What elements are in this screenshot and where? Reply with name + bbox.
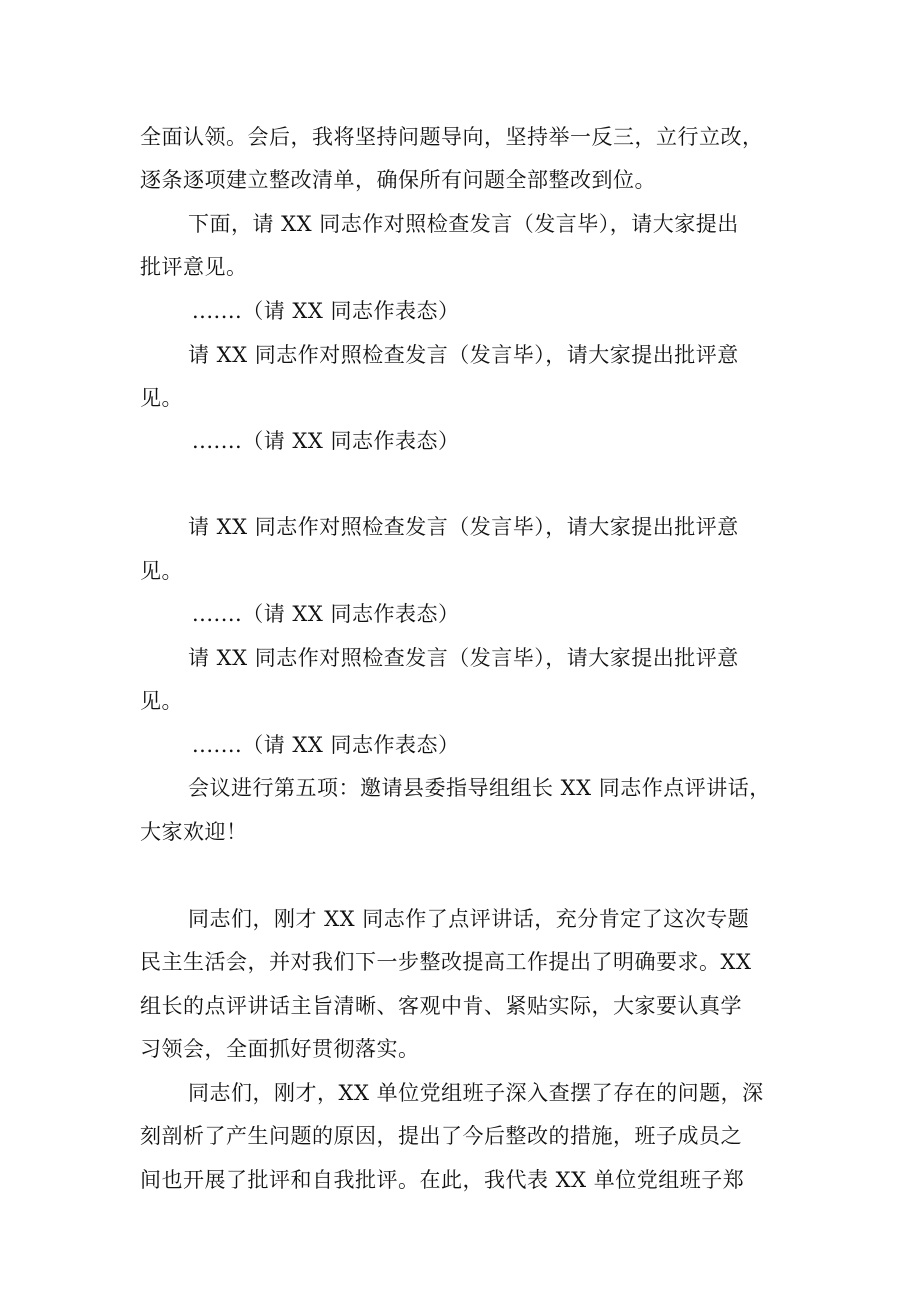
- text-line: 大家欢迎！: [140, 820, 248, 844]
- text-line: 下面，请 XX 同志作对照检查发言（发言毕），请大家提出: [188, 212, 739, 236]
- text-line: 见。: [140, 386, 183, 410]
- text-line: 刻剖析了产生问题的原因，提出了今后整改的措施，班子成员之: [140, 1124, 742, 1148]
- text-line: .......（请 XX 同志作表态）: [192, 602, 460, 626]
- text-line: 同志们，刚才 XX 同志作了点评讲话，充分肯定了这次专题: [188, 907, 750, 931]
- text-line: 批评意见。: [140, 255, 248, 279]
- text-line: 民主生活会，并对我们下一步整改提高工作提出了明确要求。XX: [140, 950, 752, 974]
- text-line: 见。: [140, 559, 183, 583]
- text-line: 间也开展了批评和自我批评。在此，我代表 XX 单位党组班子郑: [140, 1168, 745, 1192]
- text-line: 请 XX 同志作对照检查发言（发言毕），请大家提出批评意: [188, 646, 739, 670]
- text-line: 同志们，刚才，XX 单位党组班子深入查摆了存在的问题，深: [188, 1081, 764, 1105]
- text-line: .......（请 XX 同志作表态）: [192, 429, 460, 453]
- text-line: 习领会，全面抓好贯彻落实。: [140, 1037, 420, 1061]
- text-line: .......（请 XX 同志作表态）: [192, 733, 460, 757]
- text-line: 全面认领。会后，我将坚持问题导向，坚持举一反三，立行立改，: [140, 125, 764, 149]
- text-line: 会议进行第五项：邀请县委指导组组长 XX 同志作点评讲话，: [188, 776, 771, 800]
- text-line: 逐条逐项建立整改清单，确保所有问题全部整改到位。: [140, 168, 656, 192]
- text-line: .......（请 XX 同志作表态）: [192, 299, 460, 323]
- text-line: 请 XX 同志作对照检查发言（发言毕），请大家提出批评意: [188, 515, 739, 539]
- text-line: 组长的点评讲话主旨清晰、客观中肯、紧贴实际，大家要认真学: [140, 994, 742, 1018]
- text-line: 请 XX 同志作对照检查发言（发言毕），请大家提出批评意: [188, 343, 739, 367]
- text-line: 见。: [140, 689, 183, 713]
